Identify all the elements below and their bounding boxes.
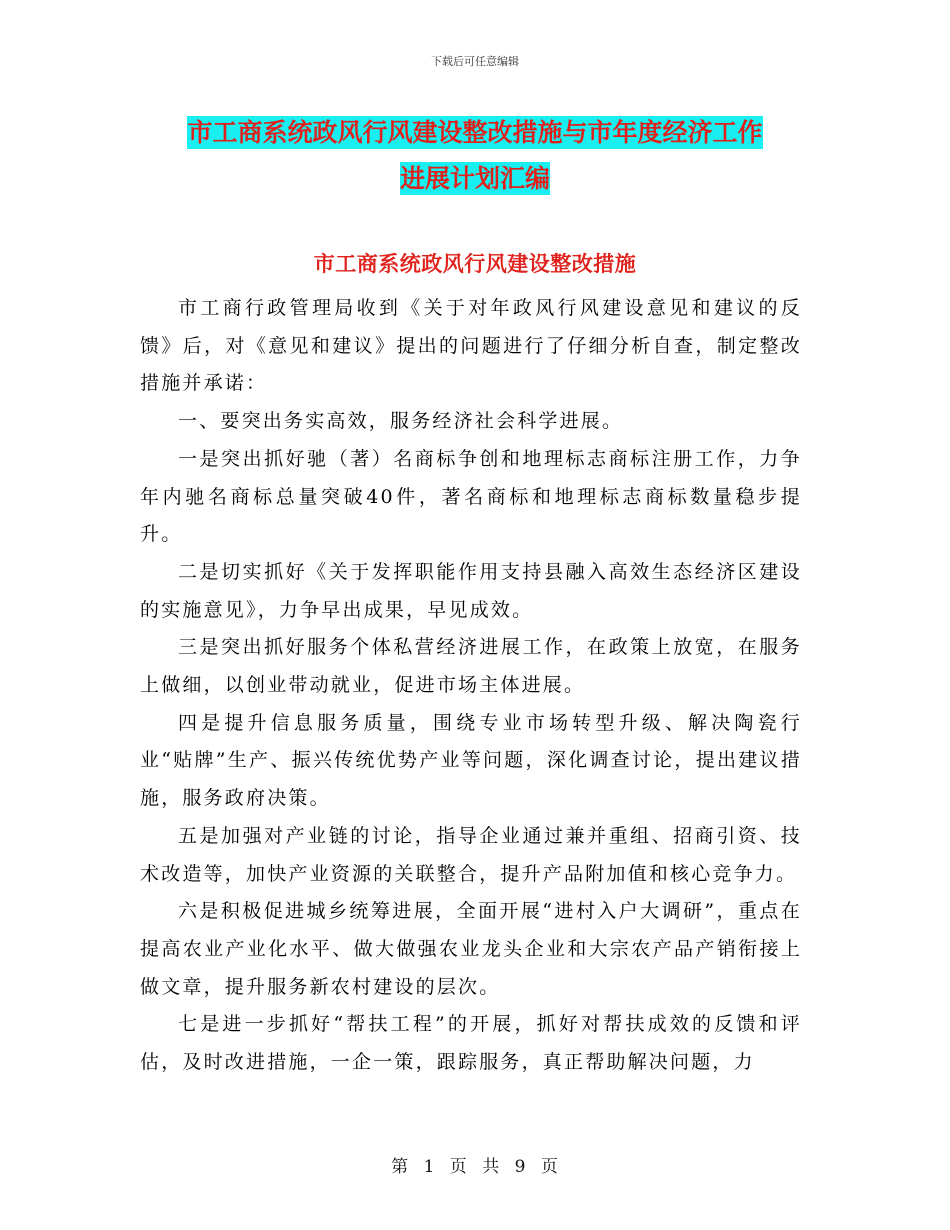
page-current: 1 <box>423 1157 436 1177</box>
section-title: 市工商系统政风行风建设整改措施 <box>313 252 637 276</box>
paragraph: 七是进一步抓好“帮扶工程”的开展，抓好对帮扶成效的反馈和评估，及时改进措施，一企一策，跟踪服务，真正帮助解决问题，力 <box>140 1013 802 1074</box>
paragraph: 市工商行政管理局收到《关于对年政风行风建设意见和建议的反馈》后，对《意见和建议》提出的问题进行了仔细分析自查，制定整改措施并承诺： <box>140 297 802 395</box>
paragraph: 六是积极促进城乡统筹进展，全面开展“进村入户大调研”，重点在提高农业产业化水平、做大做强农业龙头企业和大宗农产品产销衔接上做文章，提升服务新农村建设的层次。 <box>140 900 802 998</box>
page-prefix: 第 <box>391 1157 410 1177</box>
paragraph: 三是突出抓好服务个体私营经济进展工作，在政策上放宽，在服务上做细，以创业带动就业，促进市场主体进展。 <box>140 636 802 697</box>
paragraph: 一、要突出务实高效，服务经济社会科学进展。 <box>178 410 624 433</box>
document-title-line1: 市工商系统政风行风建设整改措施与市年度经济工作 <box>187 118 763 147</box>
paragraph: 五是加强对产业链的讨论，指导企业通过兼并重组、招商引资、技术改造等，加快产业资源的关联整合，提升产品附加值和核心竞争力。 <box>140 824 802 885</box>
document-body <box>140 290 802 1082</box>
document-title <box>140 110 810 202</box>
page-total-prefix: 共 <box>482 1157 501 1177</box>
page-total: 9 <box>514 1157 527 1177</box>
paragraph: 二是切实抓好《关于发挥职能作用支持县融入高效生态经济区建设的实施意见》，力争早出成果，早见成效。 <box>140 560 802 621</box>
page-footer <box>0 1152 950 1177</box>
page-mid: 页 <box>449 1157 468 1177</box>
paragraph: 一是突出抓好驰（著）名商标争创和地理标志商标注册工作，力争年内驰名商标总量突破40件，著名商标和地理标志商标数量稳步提升。 <box>140 447 802 546</box>
page-suffix: 页 <box>540 1157 559 1177</box>
paragraph: 四是提升信息服务质量，围绕专业市场转型升级、解决陶瓷行业“贴牌”生产、振兴传统优势产业等问题，深化调查讨论，提出建议措施，服务政府决策。 <box>140 711 802 810</box>
document-title-line2: 进展计划汇编 <box>399 164 550 193</box>
header-note: 下载后可任意编辑 <box>431 55 519 68</box>
